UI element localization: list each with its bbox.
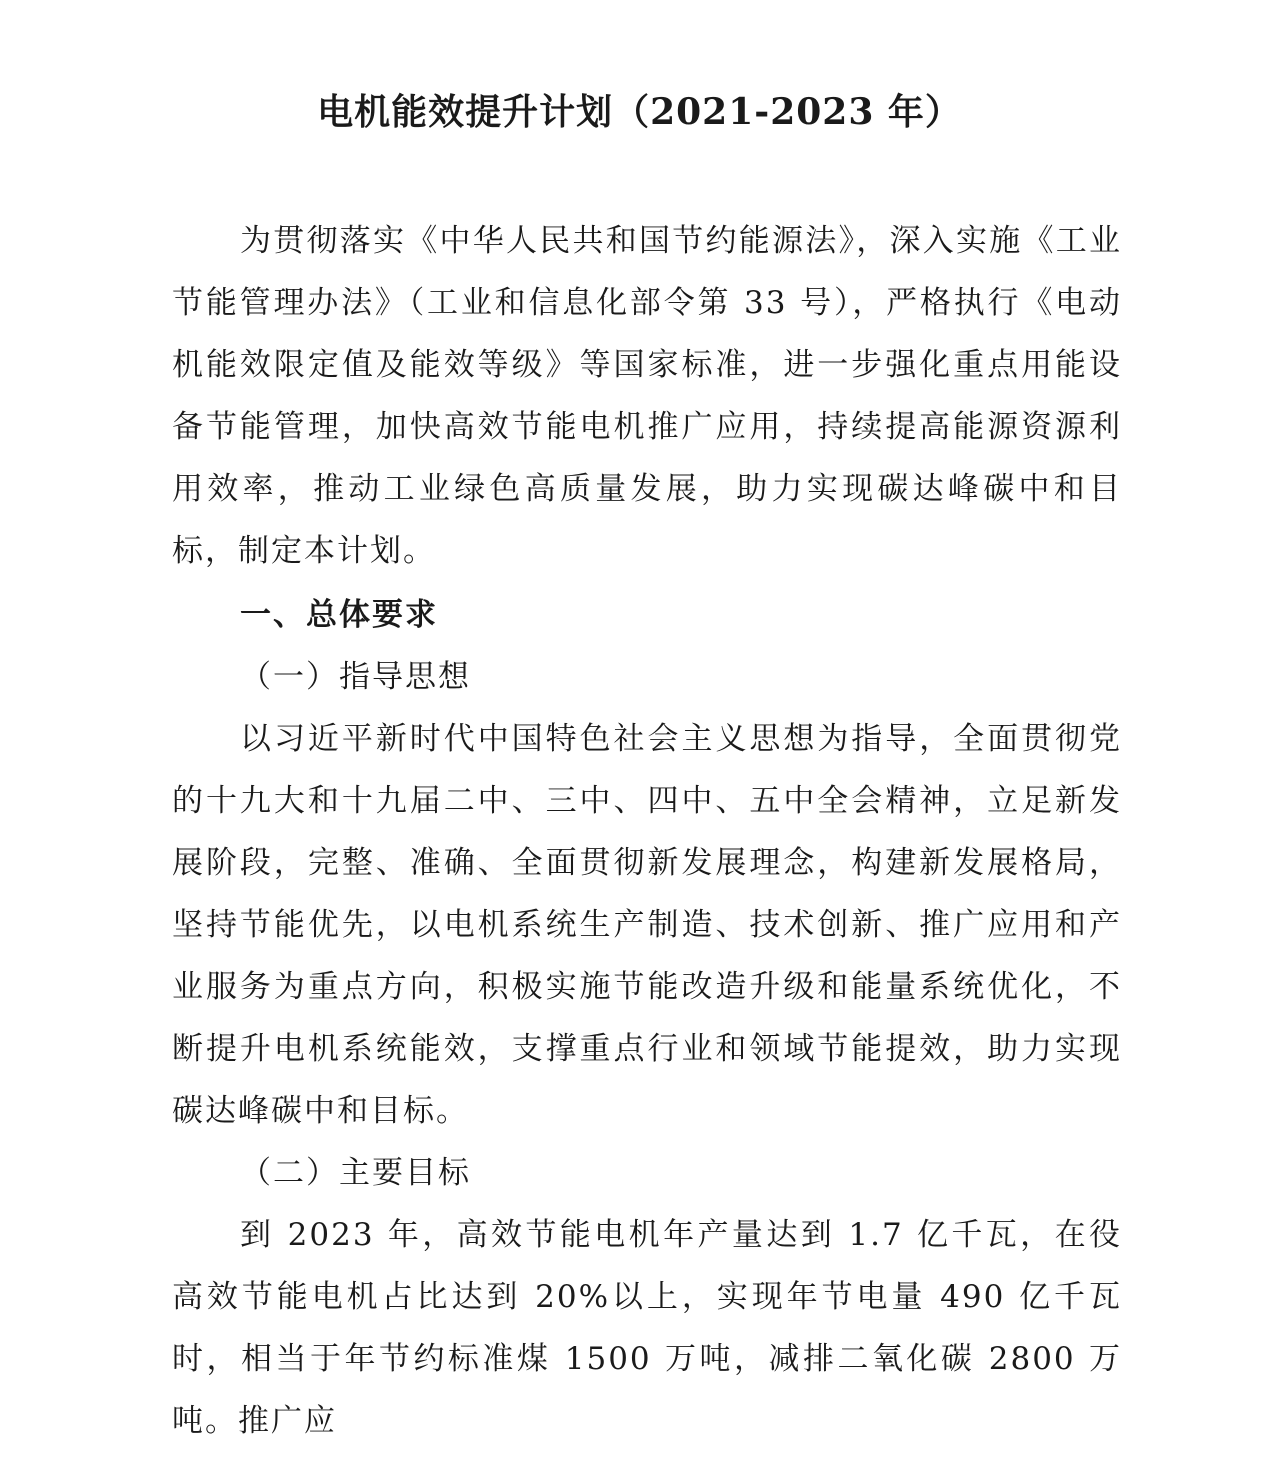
guiding-ideology-paragraph: 以习近平新时代中国特色社会主义思想为指导，全面贯彻党的十九大和十九届二中、三中、四中、五中全会精神，立足新发展阶段，完整、准确、全面贯彻新发展理念，构建新发展格局，坚持节能优先，以电机系统生产制造、技术创新、推广应用和产业服务为重点方向，积极实施节能改造升级和能量系统优化，不断提升电机系统能效，支撑重点行业和领域节能提效，助力实现碳达峰碳中和目标。 bbox=[172, 721, 1122, 1129]
subsection-heading-main-goals: （二）主要目标 bbox=[240, 1155, 471, 1191]
intro-paragraph: 为贯彻落实《中华人民共和国节约能源法》，深入实施《工业节能管理办法》（工业和信息化部令第 33 号），严格执行《电动机能效限定值及能效等级》等国家标准，进一步强化重点用能设备节能管理，加快高效节能电机推广应用，持续提高能源资源利用效率，推动工业绿色高质量发展，助力实现碳达峰碳中和目标，制定本计划。 bbox=[172, 223, 1122, 569]
main-goals-paragraph: 到 2023 年，高效节能电机年产量达到 1.7 亿千瓦，在役高效节能电机占比达到 20%以上，实现年节电量 490 亿千瓦时，相当于年节约标准煤 1500 万吨，减排二氧化碳 2800 万吨。推广应 bbox=[172, 1217, 1122, 1439]
document-title: 电机能效提升计划（2021-2023 年） bbox=[317, 91, 962, 133]
subsection-heading-guiding-ideology: （一）指导思想 bbox=[240, 659, 471, 695]
section-heading-overall-requirements: 一、总体要求 bbox=[240, 597, 438, 633]
